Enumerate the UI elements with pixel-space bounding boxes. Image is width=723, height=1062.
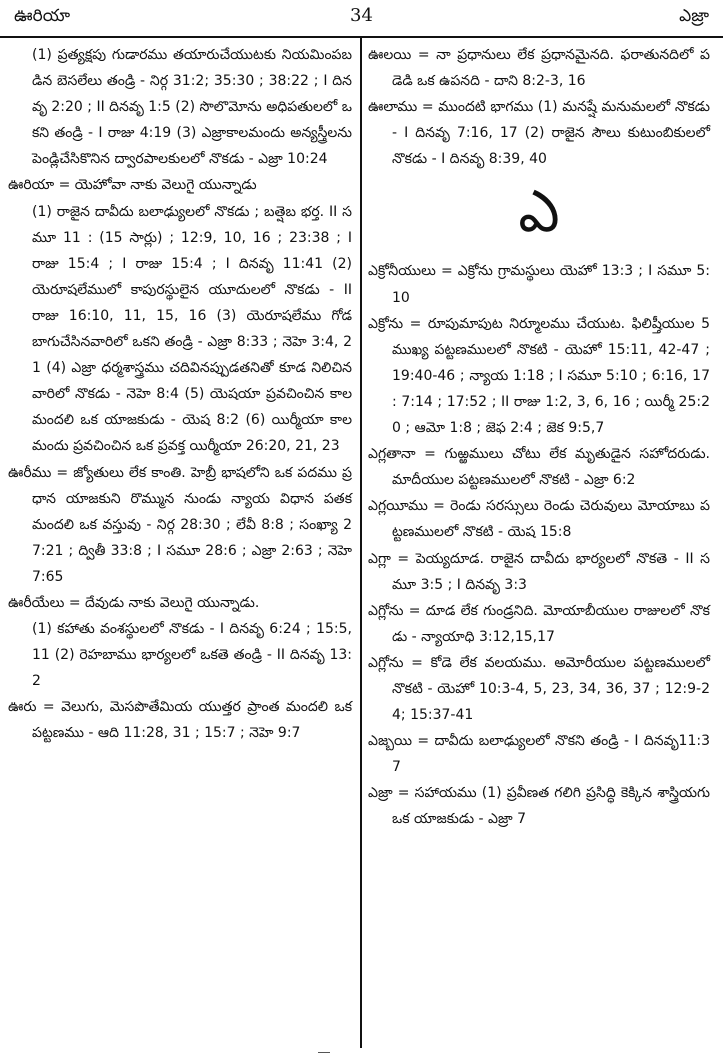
dictionary-entry: ఊలయి = నా ప్రధానులు లేక ప్రధానమైనది. ఫరాతునదిలో పడెడి ఒక ఉపనది - దాని 8:2-3, 16 <box>368 47 710 90</box>
dictionary-entry: ఎజ్రా = సహాయము (1) ప్రవీణత గలిగి ప్రసిద్ధి కెక్కిన శాస్త్రియగు ఒక యాజకుడు - ఎజ్రా 7 <box>368 785 710 828</box>
dictionary-entry: ఊలాము = ముందటి భాగము (1) మనష్షే మనుమలలో నొకడు - I దినవృ 7:16, 17 (2) రాజైన సౌలు కుటుంబికులలో నొకడు - I దినవృ 8:39, 40 <box>368 99 710 168</box>
scan-mark <box>318 1048 330 1053</box>
dictionary-entry: ఎగ్లయీము = రెండు సరస్సులు రెండు చెరువులు మోయాబు పట్టణములలో నొకటి - యెష 15:8 <box>368 498 710 541</box>
left-column <box>8 42 352 747</box>
section-letter-heading: ఎ <box>518 177 560 246</box>
header-right-word: ఎజ్రా <box>679 6 709 26</box>
dictionary-entry: ఎక్రోనీయులు = ఎక్రోను గ్రామస్థులు యెహో 13:3 ; I సమూ 5:10 <box>368 263 710 306</box>
dictionary-entry: ఎజ్బయి = దావీదు బలాఢ్యులలో నొకని తండ్రి - I దినవృ11:37 <box>368 733 710 776</box>
dictionary-entry: ఎగ్లతానా = గుఱ్ఱములు చోటు లేక మృతుడైన సహోదరుడు. మాదీయుల పట్టణములలో నొకటి - ఎజ్రా 6:2 <box>368 446 710 489</box>
dictionary-entry: ఊరీయేలు = దేవుడు నాకు వెలుగై యున్నాడు. <box>8 594 260 611</box>
right-column <box>368 42 710 833</box>
dictionary-entry: (1) రాజైన దావీదు బలాఢ్యులలో నొకడు ; బత్షెబ భర్త. II సమూ 11 : (15 సార్లు) ; 12:9, 10, 16 ; 23:38 ; I రాజు 15:4 ; I రాజు 15:4 ; I దినవృ 11:41 (2) యెరూషలేములో కాపురస్థులైన యూదులలో నొకడు - II రాజు 16:10, 11, 15, 16 (3) యెరూషలేము గోడ బాగుచేసినవారిలో ఒకని తండ్రి - ఎజ్రా 8:33 ; నెహె 3:4, 21 (4) ఎజ్రా ధర్మశాస్త్రము చదివినప్పుడతనితో కూడ నిలిచిన వారిలో నొకడు - నెహె 8:4 (5) యెషయా ప్రవచించిన కాలమందలి ఒక యాజకుడు - యెష 8:2 (6) యిర్మీయా కాలమందు ప్రవచించిన ఒక ప్రవక్త యిర్మీయా 26:20, 21, 23 <box>32 203 352 455</box>
dictionary-entry: ఎగ్లా = పెయ్యదూడ. రాజైన దావీదు భార్యలలో నొకతె - II సమూ 3:5 ; I దినవృ 3:3 <box>368 550 710 593</box>
page-header <box>0 0 723 38</box>
dictionary-entry: (1) ప్రత్యక్షపు గుడారము తయారుచేయుటకు నియమింపబడిన బెసలేలు తండ్రి - నిర్గ 31:2; 35:30 ; 38:22 ; I దినవృ 2:20 ; II దినవృ 1:5 (2) సొలొమోను అధిపతులలో ఒకని తండ్రి - I రాజు 4:19 (3) ఎజ్రాకాలమందు అన్యస్త్రీలను పెండ్లిచేసికొనిన ద్వారపాలకులలో నొకడు - ఎజ్రా 10:24 <box>32 47 352 168</box>
page-number: 34 <box>350 5 373 26</box>
dictionary-entry: ఊరు = వెలుగు, మెసపొతేమియ యుత్తర ప్రాంత మందలి ఒక పట్టణము - ఆది 11:28, 31 ; 15:7 ; నెహె 9:7 <box>8 699 353 742</box>
header-left-word: ఊరియా <box>14 6 71 26</box>
dictionary-entry: ఊరియా = యెహోవా నాకు వెలుగై యున్నాడు <box>8 177 257 194</box>
column-divider <box>360 38 362 1048</box>
dictionary-entry: ఎక్రోను = రూపుమాపుట నిర్మూలము చేయుట. ఫిలిష్తీయుల 5 ముఖ్య పట్టణములలో నొకటి - యెహో 15:11, 42-47 ; 19:40-46 ; న్యాయ 1:18 ; I సమూ 5:10 ; 6:16, 17 : 7:14 ; 17:52 ; II రాజు 1:2, 3, 6, 16 ; యిర్మీ 25:20 ; ఆమో 1:8 ; జెఫ 2:4 ; జెక 9:5,7 <box>368 315 710 437</box>
dictionary-entry: ఎగ్లోను = దూడ లేక గుండ్రనిది. మోయాబీయుల రాజులలో నొకడు - న్యాయాధి 3:12,15,17 <box>368 602 710 645</box>
dictionary-entry: ఎగ్లోను = కోడె లేక వలయము. అమోరీయుల పట్టణములలో నొకటి - యెహో 10:3-4, 5, 23, 34, 36, 37 ; 12:9-24; 15:37-41 <box>368 654 710 724</box>
dictionary-entry: ఊరీము = జ్యోతులు లేక కాంతి. హెబ్రీ భాషలోని ఒక పదము ప్రధాన యాజకుని రొమ్మున నుండు న్యాయ విధాన పతక మందలి ఒక వస్తువు - నిర్గ 28:30 ; లేవీ 8:8 ; సంఖ్యా 27:21 ; ద్వితీ 33:8 ; I సమూ 28:6 ; ఎజ్రా 2:63 ; నెహె 7:65 <box>8 464 352 585</box>
dictionary-entry: (1) కహాతు వంశస్థులలో నొకడు - I దినవృ 6:24 ; 15:5, 11 (2) రెహబాము భార్యలలో ఒకతె తండ్రి - II దినవృ 13:2 <box>32 621 352 690</box>
